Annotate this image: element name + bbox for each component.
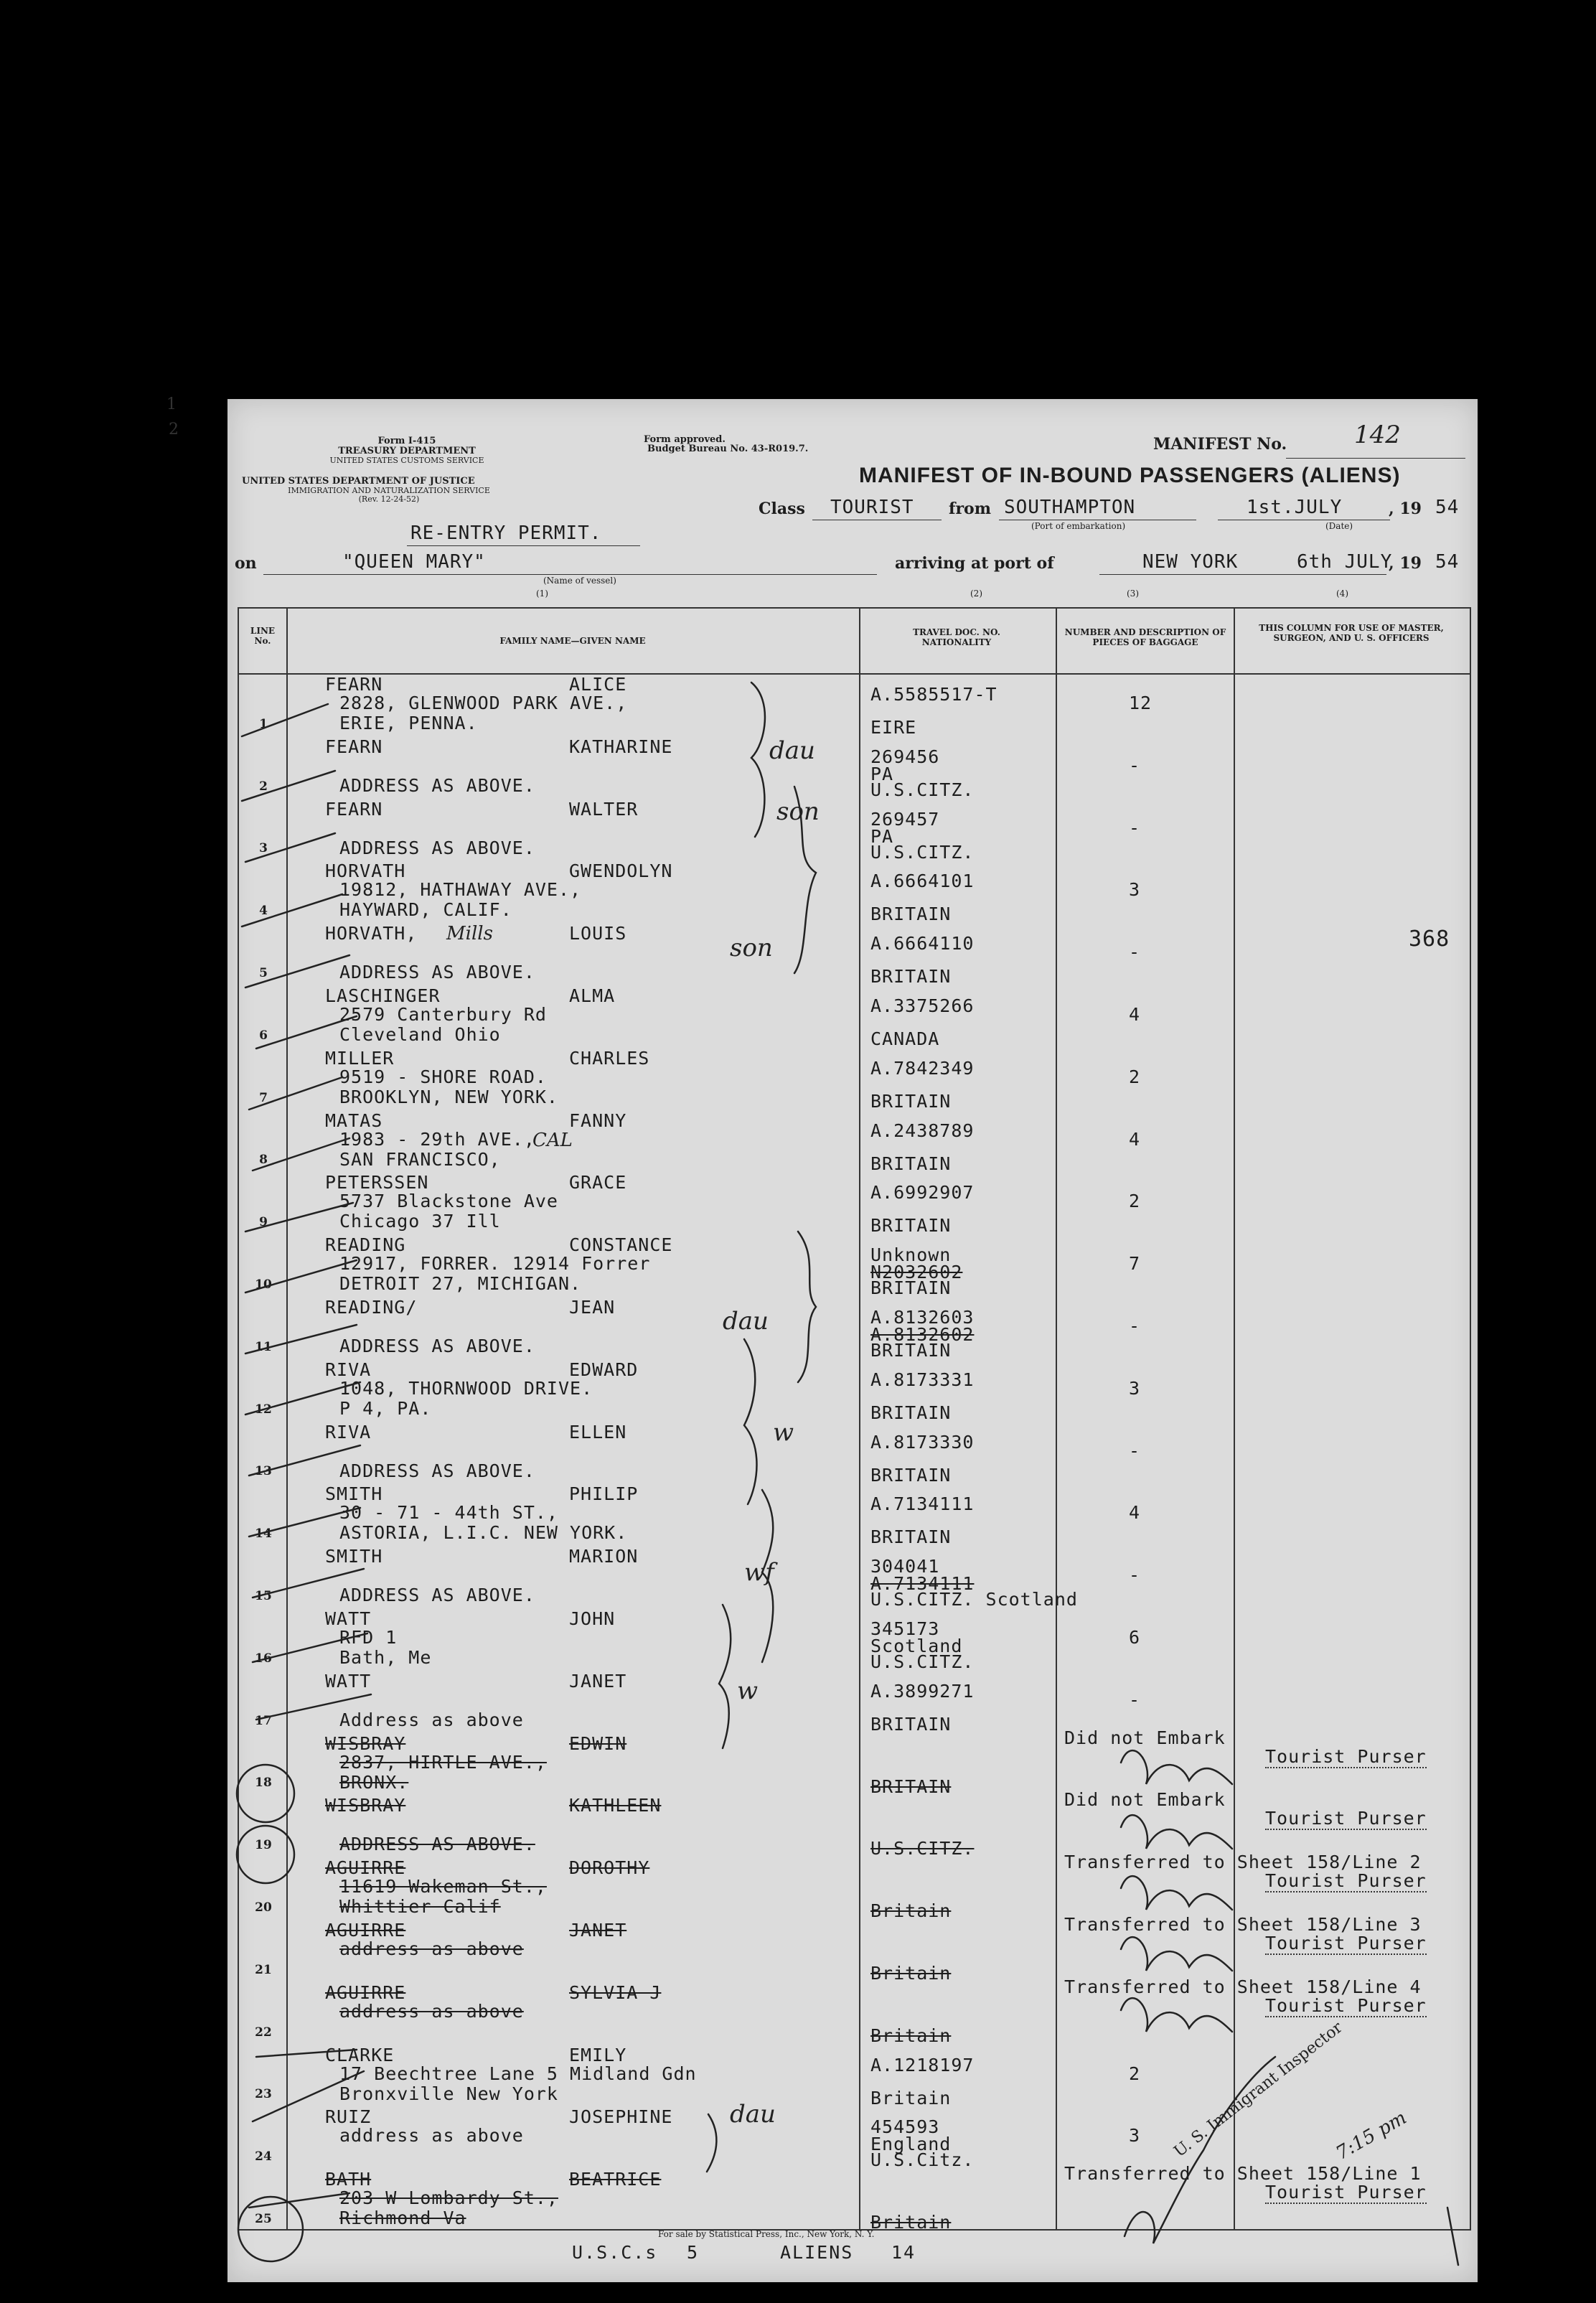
- address-line: 203 W Lombardy St.,: [339, 2187, 558, 2209]
- baggage-count: 4: [1129, 1502, 1141, 1524]
- revision: (Rev. 12-24-52): [358, 494, 420, 504]
- line-number: 21: [255, 1962, 272, 1977]
- travel-doc-extra: N2032602: [870, 1262, 963, 1283]
- line-number: 11: [255, 1339, 272, 1354]
- purser-note: Tourist Purser: [1265, 1745, 1427, 1767]
- given-name: GRACE: [569, 1172, 627, 1193]
- punch-hole: [141, 1325, 182, 1369]
- port-embarkation: SOUTHAMPTON: [1004, 497, 1136, 518]
- handwritten-dau: dau: [730, 2100, 776, 2129]
- nationality: BRITAIN: [870, 1464, 952, 1486]
- travel-doc-no: A.7842349: [870, 1057, 975, 1079]
- address-line: 9519 - SHORE ROAD.: [339, 1066, 547, 1087]
- budget-bureau: Budget Bureau No. 43-R019.7.: [647, 444, 809, 454]
- column-marker: (2): [970, 588, 982, 599]
- travel-doc-no: 454593: [870, 2116, 940, 2138]
- date-caption: (Date): [1325, 521, 1353, 531]
- travel-doc-extra: Scotland: [870, 1636, 963, 1656]
- address-line: 2837, HIRTLE AVE.,: [339, 1751, 547, 1773]
- line-number: 10: [255, 1277, 272, 1292]
- handwritten-son: son: [776, 797, 820, 826]
- handwritten-son: son: [730, 934, 773, 962]
- travel-doc-no: A.8132603: [870, 1307, 975, 1328]
- manifest-sheet: [166, 395, 1478, 2282]
- line-number: 9: [259, 1215, 268, 1230]
- status-note: Did not Embark: [1064, 1727, 1226, 1748]
- arrival-port: NEW YORK: [1142, 551, 1239, 573]
- purser-note: Tourist Purser: [1265, 1994, 1427, 2016]
- family-name: RIVA: [325, 1421, 372, 1443]
- family-name: READING/: [325, 1297, 418, 1318]
- handwritten-dau: dau: [769, 736, 815, 765]
- nationality: Britain: [870, 1963, 952, 1984]
- address-line: P 4, PA.: [339, 1397, 432, 1419]
- baggage-count: -: [1129, 1565, 1141, 1586]
- line-number: 4: [259, 904, 268, 919]
- baggage-count: 6: [1129, 1627, 1141, 1648]
- travel-doc-no: 269456: [870, 746, 940, 767]
- status-note: Did not Embark: [1064, 1789, 1226, 1811]
- form-number: Form I-415: [377, 436, 436, 446]
- form-approved: Form approved.: [644, 434, 726, 445]
- nationality: BRITAIN: [870, 1526, 952, 1548]
- line-number: 8: [259, 1153, 268, 1168]
- address-line: BRONX.: [339, 1771, 409, 1793]
- nationality: BRITAIN: [870, 1153, 952, 1174]
- nationality: Britain: [870, 2212, 952, 2233]
- nationality: Britain: [870, 1900, 952, 1922]
- given-name: WALTER: [569, 798, 639, 820]
- purser-note: Tourist Purser: [1265, 1808, 1427, 1829]
- travel-doc-no: A.5585517-T: [870, 684, 998, 705]
- class-label: Class: [759, 499, 805, 518]
- family-name: AGUIRRE: [325, 1981, 406, 2003]
- given-name: ALMA: [569, 985, 616, 1006]
- line-number: 19: [255, 1838, 272, 1853]
- nationality: U.S.CITZ.: [870, 779, 975, 800]
- travel-doc-no: A.1218197: [870, 2054, 975, 2075]
- travel-doc-no: A.3375266: [870, 995, 975, 1016]
- vessel-caption: (Name of vessel): [543, 576, 616, 586]
- family-name: WATT: [325, 1670, 372, 1692]
- punch-hole: [141, 923, 182, 967]
- department: TREASURY DEPARTMENT: [338, 446, 476, 456]
- baggage-count: 2: [1129, 2063, 1141, 2084]
- reentry-permit: RE-ENTRY PERMIT.: [410, 522, 602, 544]
- given-name: CHARLES: [569, 1047, 650, 1069]
- address-line: address as above: [339, 2125, 524, 2147]
- col-baggage: NUMBER AND DESCRIPTION OF PIECES OF BAGGAGE: [1064, 627, 1226, 647]
- baggage-count: 4: [1129, 1004, 1141, 1025]
- nationality: BRITAIN: [870, 1090, 952, 1112]
- given-name: CONSTANCE: [569, 1234, 673, 1256]
- handwritten-w: w: [773, 1418, 794, 1447]
- given-name: KATHLEEN: [569, 1795, 662, 1816]
- status-note: Transferred to Sheet 158/Line 1: [1064, 2163, 1422, 2185]
- manifest-label: MANIFEST No.: [1153, 435, 1287, 454]
- line-number: 13: [255, 1464, 272, 1479]
- punch-hole: [141, 2125, 182, 2170]
- given-name: DOROTHY: [569, 1857, 650, 1879]
- travel-doc-no: A.8173331: [870, 1369, 975, 1390]
- given-name: JEAN: [569, 1297, 616, 1318]
- nationality: BRITAIN: [870, 1402, 952, 1423]
- nationality: BRITAIN: [870, 1215, 952, 1237]
- given-name: ALICE: [569, 674, 627, 695]
- pen-marks: [227, 399, 1478, 2282]
- arrival-date: 6th JULY: [1297, 551, 1393, 573]
- nationality: BRITAIN: [870, 1713, 952, 1735]
- baggage-count: 3: [1129, 879, 1141, 901]
- family-name: FEARN: [325, 736, 383, 757]
- address-line: address as above: [339, 2000, 524, 2022]
- travel-doc-extra: A.8132602: [870, 1324, 975, 1345]
- line-number: 23: [255, 2087, 272, 2102]
- col-name: FAMILY NAME—GIVEN NAME: [499, 636, 646, 646]
- address-line: Bronxville New York: [339, 2083, 558, 2104]
- purser-note: Tourist Purser: [1265, 2182, 1427, 2203]
- nationality: U.S.CITZ.: [870, 841, 975, 863]
- address-line: 1983 - 29th AVE.,: [339, 1128, 535, 1150]
- line-number: 1: [259, 716, 268, 731]
- address-line: Whittier Calif: [339, 1896, 501, 1918]
- family-name: RIVA: [325, 1359, 372, 1380]
- family-name: MILLER: [325, 1047, 395, 1069]
- line-number: 15: [255, 1588, 272, 1603]
- nationality: U.S.CITZ.: [870, 1651, 975, 1672]
- travel-doc-no: 304041: [870, 1556, 940, 1577]
- address-line: 30 - 71 - 44th ST.,: [339, 1502, 558, 1524]
- purser-note: Tourist Purser: [1265, 1870, 1427, 1892]
- page-title: MANIFEST OF IN-BOUND PASSENGERS (ALIENS): [859, 464, 1401, 487]
- given-name: EDWIN: [569, 1732, 627, 1754]
- address-line: 2828, GLENWOOD PARK AVE.,: [339, 693, 628, 713]
- arrival-year: 54: [1435, 551, 1460, 573]
- baggage-count: 2: [1129, 1191, 1141, 1212]
- handwritten-wf: wf: [744, 1558, 774, 1587]
- baggage-count: -: [1129, 1315, 1141, 1336]
- customs-service: UNITED STATES CUSTOMS SERVICE: [329, 456, 484, 465]
- travel-doc-no: 345173: [870, 1618, 940, 1639]
- nationality: BRITAIN: [870, 1277, 952, 1299]
- address-line: 2579 Canterbury Rd: [339, 1004, 547, 1025]
- given-name: LOUIS: [569, 923, 627, 944]
- address-line: Cleveland Ohio: [339, 1024, 501, 1045]
- status-note: Transferred to Sheet 158/Line 2: [1064, 1852, 1422, 1873]
- address-line: ASTORIA, L.I.C. NEW YORK.: [339, 1522, 628, 1544]
- class-value: TOURIST: [830, 497, 914, 518]
- usc-label: U.S.C.s: [572, 2242, 658, 2263]
- address-line: ADDRESS AS ABOVE.: [339, 774, 535, 796]
- line-number: 5: [259, 965, 268, 980]
- nationality: U.S.Citz.: [870, 2149, 975, 2171]
- line-number: 2: [259, 779, 268, 794]
- arriving-label: arriving at port of: [895, 554, 1054, 573]
- travel-doc-no: A.3899271: [870, 1680, 975, 1702]
- baggage-count: 2: [1129, 1066, 1141, 1087]
- line-number: 7: [259, 1090, 268, 1105]
- family-name: FEARN: [325, 798, 383, 820]
- embark-year: 54: [1435, 497, 1460, 518]
- family-name: RUIZ: [325, 2106, 372, 2128]
- given-name: BEATRICE: [569, 2169, 662, 2190]
- corner-mark: 1: [166, 395, 177, 413]
- punch-hole: [141, 440, 182, 484]
- purser-note: Tourist Purser: [1265, 1933, 1427, 1953]
- aliens-count: 14: [891, 2242, 916, 2263]
- doj: UNITED STATES DEPARTMENT OF JUSTICE: [242, 476, 475, 487]
- address-line: Bath, Me: [339, 1647, 432, 1668]
- address-line: ADDRESS AS ABOVE.: [339, 1336, 535, 1356]
- address-line: 11619 Wakeman St.,: [339, 1876, 547, 1898]
- given-name: KATHARINE: [569, 736, 673, 757]
- handwritten-dau: dau: [723, 1307, 769, 1336]
- column-marker: (3): [1127, 588, 1139, 599]
- ins: IMMIGRATION AND NATURALIZATION SERVICE: [288, 486, 490, 495]
- corner-mark: 2: [169, 421, 179, 438]
- nationality: EIRE: [870, 717, 917, 738]
- nationality: U.S.CITZ.: [870, 1838, 975, 1859]
- nationality: BRITAIN: [870, 966, 952, 988]
- family-name: LASCHINGER: [325, 985, 441, 1006]
- travel-doc-no: A.7134111: [870, 1493, 975, 1515]
- address-line: ADDRESS AS ABOVE.: [339, 962, 535, 983]
- officer-note: 368: [1409, 927, 1450, 952]
- travel-doc-no: A.6992907: [870, 1182, 975, 1204]
- port-caption: (Port of embarkation): [1031, 521, 1126, 531]
- nationality: CANADA: [870, 1028, 940, 1049]
- travel-doc-extra: PA: [870, 763, 894, 784]
- nationality: BRITAIN: [870, 1340, 952, 1361]
- address-line: address as above: [339, 1938, 524, 1959]
- baggage-count: -: [1129, 942, 1141, 963]
- col-travel-doc: TRAVEL DOC. NO. NATIONALITY: [913, 627, 1000, 647]
- baggage-count: 4: [1129, 1128, 1141, 1150]
- family-name: PETERSSEN: [325, 1172, 429, 1193]
- column-marker: (4): [1336, 588, 1348, 599]
- line-number: 18: [255, 1776, 272, 1791]
- travel-doc-no: Unknown: [870, 1244, 952, 1266]
- manifest-number: 142: [1354, 421, 1401, 449]
- nationality: BRITAIN: [870, 1776, 952, 1797]
- punch-hole: [141, 1418, 182, 1463]
- line-number: 12: [255, 1402, 272, 1417]
- address-line: RFD 1: [339, 1627, 398, 1648]
- from-label: from: [949, 499, 992, 518]
- given-name: SYLVIA J: [569, 1981, 662, 2003]
- line-number: 25: [255, 2211, 272, 2226]
- handwritten-mills: Mills: [446, 923, 493, 944]
- address-line: 12917, FORRER. 12914 Forrer: [339, 1253, 651, 1275]
- col-line-no: LINE No.: [250, 626, 276, 646]
- line-number: 14: [255, 1526, 272, 1542]
- given-name: FANNY: [569, 1110, 627, 1131]
- family-name: WISBRAY: [325, 1732, 406, 1754]
- arrival-year-prefix: , 19: [1389, 554, 1422, 573]
- usc-count: 5: [687, 2242, 700, 2263]
- family-name: HORVATH,: [325, 923, 418, 944]
- line-number: 20: [255, 1900, 272, 1915]
- inspector-stamp: U. S. Immigrant Inspector: [1170, 2018, 1346, 2161]
- line-number: 17: [255, 1713, 272, 1728]
- address-line: Chicago 37 Ill: [339, 1211, 501, 1232]
- family-name: BATH: [325, 2169, 372, 2190]
- handwritten-time: 7:15 pm: [1332, 2107, 1411, 2164]
- address-line: 17 Beechtree Lane 5 Midland Gdn: [339, 2063, 697, 2084]
- line-number: 22: [255, 2025, 272, 2040]
- line-number: 16: [255, 1651, 272, 1666]
- line-number: 6: [259, 1028, 268, 1043]
- address-line: DETROIT 27, MICHIGAN.: [339, 1273, 582, 1295]
- punch-hole: [141, 559, 182, 604]
- handwritten-cal: CAL: [532, 1130, 573, 1151]
- baggage-count: -: [1129, 817, 1141, 838]
- baggage-count: -: [1129, 1440, 1141, 1461]
- family-name: WATT: [325, 1608, 372, 1629]
- line-number: 3: [259, 841, 268, 856]
- family-name: AGUIRRE: [325, 1920, 406, 1941]
- family-name: MATAS: [325, 1110, 383, 1131]
- address-line: 1048, THORNWOOD DRIVE.: [339, 1377, 593, 1399]
- baggage-count: -: [1129, 1689, 1141, 1710]
- family-name: AGUIRRE: [325, 1857, 406, 1879]
- address-line: Richmond Va: [339, 2208, 466, 2229]
- family-name: WISBRAY: [325, 1795, 406, 1816]
- address-line: ADDRESS AS ABOVE.: [339, 1585, 535, 1606]
- family-name: SMITH: [325, 1546, 383, 1567]
- family-name: SMITH: [325, 1483, 383, 1505]
- given-name: ELLEN: [569, 1421, 627, 1443]
- col-officers: THIS COLUMN FOR USE OF MASTER, SURGEON, AND U. S. OFFICERS: [1259, 623, 1444, 643]
- status-note: Transferred to Sheet 158/Line 3: [1064, 1914, 1422, 1935]
- vessel-name: "QUEEN MARY": [342, 551, 486, 573]
- travel-doc-no: A.8173330: [870, 1431, 975, 1453]
- travel-doc-no: A.6664110: [870, 933, 975, 954]
- family-name: CLARKE: [325, 2044, 395, 2065]
- travel-doc-no: A.2438789: [870, 1120, 975, 1141]
- family-name: READING: [325, 1234, 406, 1256]
- punch-hole: [141, 830, 182, 874]
- baggage-count: 3: [1129, 1377, 1141, 1399]
- address-line: SAN FRANCISCO,: [339, 1148, 501, 1170]
- travel-doc-extra: England: [870, 2134, 952, 2155]
- address-line: ERIE, PENNA.: [339, 713, 478, 733]
- travel-doc-extra: A.7134111: [870, 1573, 975, 1595]
- address-line: Address as above: [339, 1709, 524, 1730]
- given-name: JOHN: [569, 1608, 616, 1629]
- address-line: 5737 Blackstone Ave: [339, 1191, 558, 1212]
- handwritten-w: w: [737, 1676, 759, 1705]
- family-name: FEARN: [325, 674, 383, 695]
- line-number: 24: [255, 2149, 272, 2164]
- column-marker: (1): [536, 588, 548, 599]
- address-line: ADDRESS AS ABOVE.: [339, 1834, 535, 1855]
- punch-hole: [141, 2032, 182, 2076]
- given-name: EDWARD: [569, 1359, 639, 1380]
- travel-doc-no: A.6664101: [870, 871, 975, 892]
- family-name: HORVATH: [325, 860, 406, 882]
- address-line: ADDRESS AS ABOVE.: [339, 1460, 535, 1481]
- nationality: Britain: [870, 2025, 952, 2046]
- travel-doc-extra: PA: [870, 825, 894, 847]
- baggage-count: 3: [1129, 2125, 1141, 2147]
- nationality: U.S.CITZ. Scotland: [870, 1589, 1078, 1610]
- given-name: EMILY: [569, 2044, 627, 2065]
- baggage-count: 12: [1129, 693, 1153, 713]
- aliens-label: ALIENS: [780, 2242, 854, 2263]
- travel-doc-no: 269457: [870, 808, 940, 830]
- address-line: ADDRESS AS ABOVE.: [339, 837, 535, 858]
- on-label: on: [235, 554, 257, 573]
- given-name: MARION: [569, 1546, 639, 1567]
- printer-credit: For sale by Statistical Press, Inc., New York, N. Y.: [658, 2229, 875, 2239]
- baggage-count: -: [1129, 754, 1141, 776]
- given-name: JANET: [569, 1920, 627, 1941]
- given-name: PHILIP: [569, 1483, 639, 1505]
- address-line: BROOKLYN, NEW YORK.: [339, 1086, 558, 1107]
- nationality: Britain: [870, 2087, 952, 2109]
- year-prefix: , 19: [1389, 499, 1422, 518]
- given-name: GWENDOLYN: [569, 860, 673, 882]
- given-name: JANET: [569, 1670, 627, 1692]
- address-line: HAYWARD, CALIF.: [339, 899, 512, 921]
- baggage-count: 7: [1129, 1253, 1141, 1275]
- embark-date: 1st.JULY: [1247, 497, 1343, 518]
- nationality: BRITAIN: [870, 904, 952, 925]
- given-name: JOSEPHINE: [569, 2106, 673, 2128]
- status-note: Transferred to Sheet 158/Line 4: [1064, 1976, 1422, 1997]
- address-line: 19812, HATHAWAY AVE.,: [339, 879, 582, 901]
